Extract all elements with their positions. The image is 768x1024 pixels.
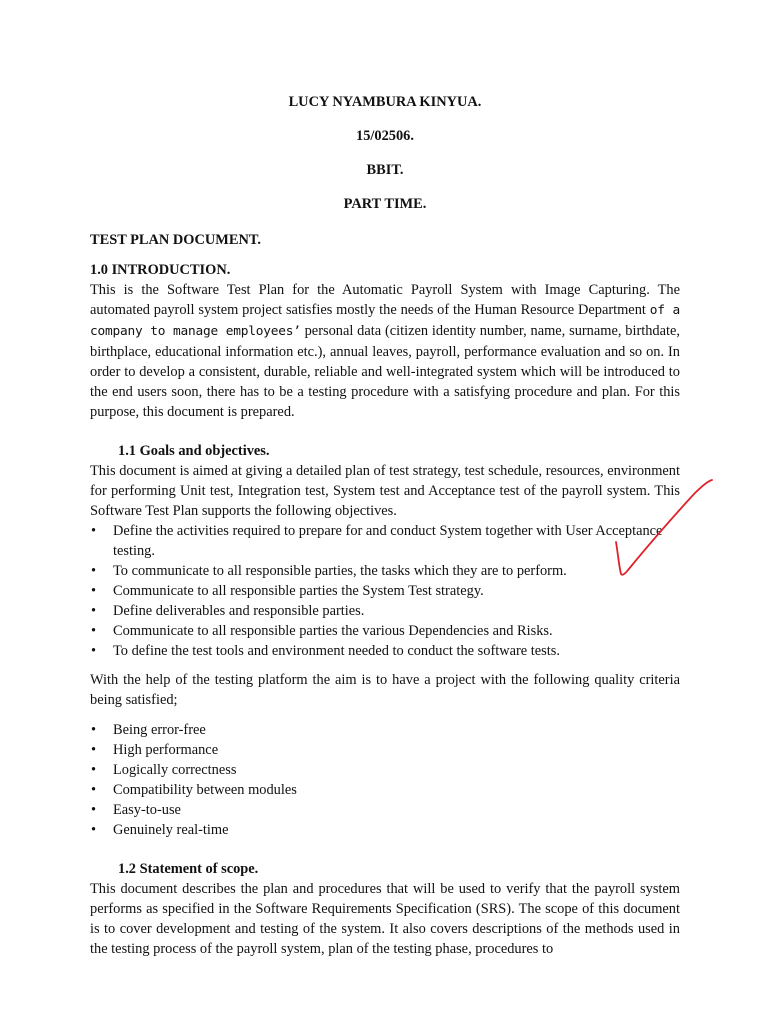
list-item: • To communicate to all responsible parties, the tasks which they are to perform. (91, 563, 567, 579)
registration-number: 15/02506. (356, 128, 414, 144)
bullet-icon: • (91, 722, 97, 738)
list-item: • Communicate to all responsible parties the System Test strategy. (91, 583, 484, 599)
list-item: • Easy-to-use (91, 802, 181, 818)
author-name: LUCY NYAMBURA KINYUA. (288, 94, 482, 110)
bullet-icon: • (91, 802, 97, 818)
introduction-paragraph (90, 280, 680, 422)
bullet-icon: • (91, 782, 97, 798)
list-item: • To define the test tools and environment needed to conduct the software tests. (91, 643, 560, 659)
goals-heading: 1.1 Goals and objectives. (118, 443, 270, 459)
goals-paragraph: This document is aimed at giving a detailed plan of test strategy, test schedule, resources, environment for performing Unit test, Integration test, System test and Acceptance test of the payroll system. This Software Test Plan supports the following objectives. (90, 463, 680, 519)
study-mode: PART TIME. (343, 196, 427, 212)
bullet-icon: • (91, 583, 97, 599)
list-item: • Logically correctness (91, 762, 237, 778)
checkmark-icon (612, 478, 716, 580)
checkmark-stroke (616, 480, 712, 575)
introduction-text-start: This is the Software Test Plan for the Automatic Payroll System with Image Capturing. The automated payroll system project satisfies mostly the needs of the Human Resource Department (90, 282, 680, 318)
introduction-text-end: personal data (citizen identity number, name, surname, birthdate, birthplace, educational information etc.), annual leaves, payroll, performance evaluation and so on. In order to develop a consistent, durable, reliable and well-integrated system which will be introduced to the end users soon, there has to be a testing procedure with a satisfying procedure and plan. For this purpose, this document is prepared. (90, 323, 681, 420)
list-item: • Compatibility between modules (91, 782, 297, 798)
bullet-icon: • (91, 822, 97, 838)
quality-criteria-list (90, 720, 680, 840)
scope-paragraph: This document describes the plan and procedures that will be used to verify that the payroll system performs as specified in the Software Requirements Specification (SRS). The scope of this document is to cover development and testing of the system. It also covers descriptions of the methods used in the testing process of the payroll system, plan of the testing phase, procedures to (90, 881, 680, 957)
objectives-list (90, 521, 680, 661)
document-title: TEST PLAN DOCUMENT. (90, 232, 261, 248)
introduction-heading: 1.0 INTRODUCTION. (90, 262, 231, 278)
bullet-icon: • (91, 762, 97, 778)
document-body (90, 92, 680, 959)
list-item: • High performance (91, 742, 219, 758)
bullet-icon: • (91, 623, 97, 639)
bullet-icon: • (91, 563, 97, 579)
bullet-icon: • (91, 742, 97, 758)
list-item: • Communicate to all responsible parties the various Dependencies and Risks. (91, 623, 553, 639)
bullet-icon: • (91, 643, 97, 659)
course-name: BBIT. (366, 162, 404, 178)
list-item: • Define the activities required to prepare for and conduct System together with User Acceptance testing. (91, 523, 663, 559)
introduction-text-mixed: of a company to manage employees’ (90, 303, 680, 339)
scope-heading: 1.2 Statement of scope. (118, 861, 259, 877)
list-item: • Genuinely real-time (91, 822, 229, 838)
bullet-icon: • (91, 523, 97, 539)
bullet-icon: • (91, 603, 97, 619)
quality-intro: With the help of the testing platform the aim is to have a project with the following quality criteria being satisfied; (90, 672, 680, 708)
list-item: • Define deliverables and responsible parties. (91, 603, 365, 619)
list-item: • Being error-free (91, 722, 206, 738)
